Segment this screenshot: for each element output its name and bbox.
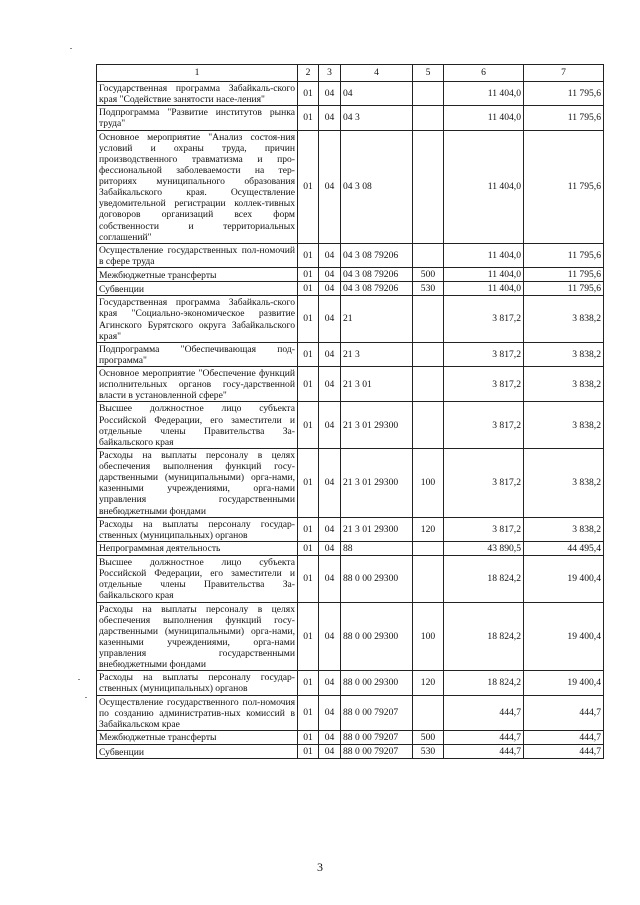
table-row xyxy=(97,517,604,541)
table-row xyxy=(97,730,604,744)
amount-year2-cell: 11 795,6 xyxy=(524,82,604,106)
amount-year1-cell: 3 817,2 xyxy=(444,448,524,517)
amount-year2-cell: 3 838,2 xyxy=(524,517,604,541)
amount-year1-cell: 18 824,2 xyxy=(444,556,524,603)
row-name-cell: Расходы на выплаты персоналу в целях обеспечения выполнения функций госу-дарственными (муниципальными) орга-нами, казенными учреждениями, орга-нами управления государственными внебюджетными фондами xyxy=(97,602,298,671)
amount-year2-cell: 11 795,6 xyxy=(524,243,604,267)
subsection-code-cell: 04 xyxy=(319,448,341,517)
target-article-cell: 04 3 08 xyxy=(341,130,413,243)
expense-type-cell: 530 xyxy=(413,282,444,296)
row-name-cell: Осуществление государственных пол-номочий в сфере труда xyxy=(97,243,298,267)
section-code-cell: 01 xyxy=(298,296,319,343)
amount-year1-cell: 444,7 xyxy=(444,730,524,744)
row-name-cell: Непрограммная деятельность xyxy=(97,541,298,555)
target-article-cell: 88 xyxy=(341,541,413,555)
target-article-cell: 04 3 08 79206 xyxy=(341,268,413,282)
expense-type-cell xyxy=(413,402,444,449)
subsection-code-cell: 04 xyxy=(319,695,341,730)
row-name-cell: Расходы на выплаты персоналу в целях обеспечения выполнения функций госу-дарственными (муниципальными) орга-нами, казенными учреждениями, орга-нами управления государственными внебюджетными фондами xyxy=(97,448,298,517)
amount-year1-cell: 18 824,2 xyxy=(444,602,524,671)
table-row xyxy=(97,541,604,555)
table-row xyxy=(97,745,604,759)
page-number: 3 xyxy=(317,860,323,874)
table-body xyxy=(97,65,604,759)
subsection-code-cell: 04 xyxy=(319,541,341,555)
amount-year2-cell: 3 838,2 xyxy=(524,367,604,402)
scan-speck xyxy=(85,697,87,698)
row-name-cell: Расходы на выплаты персоналу государ-ственных (муниципальных) органов xyxy=(97,517,298,541)
row-name-cell: Субвенции xyxy=(97,745,298,759)
row-name-cell: Межбюджетные трансферты xyxy=(97,730,298,744)
section-code-cell: 01 xyxy=(298,82,319,106)
section-code-cell: 01 xyxy=(298,556,319,603)
row-name-cell: Подпрограмма "Обеспечивающая под-программа" xyxy=(97,342,298,366)
row-name-cell: Основное мероприятие "Обеспечение функций исполнительных органов госу-дарственной власти в установленной сфере" xyxy=(97,367,298,402)
expense-type-cell: 100 xyxy=(413,602,444,671)
row-name-cell: Основное мероприятие "Анализ состоя-ния условий и охраны труда, причин производственного травматизма и про-фессиональной заболеваемости на тер-риториях муниципального образования Забайкальского края. Осуществление уведомительной регистрации коллек-тивных договоров организаций всех форм собственности и территориальных соглашений" xyxy=(97,130,298,243)
row-name-cell: Межбюджетные трансферты xyxy=(97,268,298,282)
table-row xyxy=(97,448,604,517)
section-code-cell: 01 xyxy=(298,243,319,267)
amount-year1-cell: 11 404,0 xyxy=(444,268,524,282)
expense-type-cell: 120 xyxy=(413,671,444,695)
col-header-4: 4 xyxy=(341,65,413,82)
amount-year2-cell: 444,7 xyxy=(524,745,604,759)
table-row xyxy=(97,671,604,695)
table-row xyxy=(97,282,604,296)
section-code-cell: 01 xyxy=(298,402,319,449)
amount-year2-cell: 3 838,2 xyxy=(524,448,604,517)
scan-speck xyxy=(78,679,80,680)
amount-year1-cell: 11 404,0 xyxy=(444,243,524,267)
section-code-cell: 01 xyxy=(298,367,319,402)
expense-type-cell xyxy=(413,367,444,402)
target-article-cell: 88 0 00 79207 xyxy=(341,695,413,730)
table-row xyxy=(97,296,604,343)
table-row xyxy=(97,367,604,402)
table-row xyxy=(97,82,604,106)
subsection-code-cell: 04 xyxy=(319,556,341,603)
target-article-cell: 21 3 01 29300 xyxy=(341,517,413,541)
target-article-cell: 88 0 00 79207 xyxy=(341,745,413,759)
subsection-code-cell: 04 xyxy=(319,402,341,449)
amount-year1-cell: 444,7 xyxy=(444,745,524,759)
expense-type-cell: 500 xyxy=(413,730,444,744)
expense-type-cell xyxy=(413,342,444,366)
amount-year2-cell: 3 838,2 xyxy=(524,296,604,343)
subsection-code-cell: 04 xyxy=(319,82,341,106)
amount-year1-cell: 3 817,2 xyxy=(444,517,524,541)
section-code-cell: 01 xyxy=(298,695,319,730)
amount-year1-cell: 11 404,0 xyxy=(444,106,524,130)
section-code-cell: 01 xyxy=(298,671,319,695)
amount-year2-cell: 19 400,4 xyxy=(524,556,604,603)
amount-year1-cell: 11 404,0 xyxy=(444,82,524,106)
expense-type-cell: 120 xyxy=(413,517,444,541)
amount-year2-cell: 11 795,6 xyxy=(524,282,604,296)
table-row xyxy=(97,268,604,282)
amount-year1-cell: 11 404,0 xyxy=(444,282,524,296)
target-article-cell: 21 3 01 29300 xyxy=(341,402,413,449)
subsection-code-cell: 04 xyxy=(319,282,341,296)
table-row xyxy=(97,556,604,603)
table-row xyxy=(97,130,604,243)
section-code-cell: 01 xyxy=(298,282,319,296)
expense-type-cell: 530 xyxy=(413,745,444,759)
amount-year2-cell: 3 838,2 xyxy=(524,342,604,366)
table-row xyxy=(97,106,604,130)
subsection-code-cell: 04 xyxy=(319,243,341,267)
target-article-cell: 21 3 xyxy=(341,342,413,366)
amount-year1-cell: 3 817,2 xyxy=(444,342,524,366)
target-article-cell: 21 3 01 xyxy=(341,367,413,402)
target-article-cell: 88 0 00 29300 xyxy=(341,602,413,671)
expense-type-cell xyxy=(413,296,444,343)
scan-speck xyxy=(70,48,72,49)
expense-type-cell xyxy=(413,82,444,106)
table-row xyxy=(97,243,604,267)
subsection-code-cell: 04 xyxy=(319,367,341,402)
table-row xyxy=(97,342,604,366)
row-name-cell: Расходы на выплаты персоналу государ-ственных (муниципальных) органов xyxy=(97,671,298,695)
amount-year1-cell: 43 890,5 xyxy=(444,541,524,555)
amount-year2-cell: 11 795,6 xyxy=(524,268,604,282)
amount-year2-cell: 44 495,4 xyxy=(524,541,604,555)
expense-type-cell xyxy=(413,541,444,555)
col-header-3: 3 xyxy=(319,65,341,82)
amount-year1-cell: 18 824,2 xyxy=(444,671,524,695)
target-article-cell: 04 3 08 79206 xyxy=(341,282,413,296)
expense-type-cell xyxy=(413,130,444,243)
expense-type-cell: 500 xyxy=(413,268,444,282)
table-row xyxy=(97,602,604,671)
target-article-cell: 88 0 00 29300 xyxy=(341,556,413,603)
target-article-cell: 04 xyxy=(341,82,413,106)
row-name-cell: Высшее должностное лицо субъекта Российской Федерации, его заместители и отдельные члены Правительства За-байкальского края xyxy=(97,556,298,603)
section-code-cell: 01 xyxy=(298,541,319,555)
subsection-code-cell: 04 xyxy=(319,517,341,541)
section-code-cell: 01 xyxy=(298,730,319,744)
section-code-cell: 01 xyxy=(298,448,319,517)
target-article-cell: 88 0 00 29300 xyxy=(341,671,413,695)
amount-year2-cell: 11 795,6 xyxy=(524,130,604,243)
budget-table xyxy=(96,64,604,759)
amount-year1-cell: 3 817,2 xyxy=(444,367,524,402)
section-code-cell: 01 xyxy=(298,517,319,541)
col-header-7: 7 xyxy=(524,65,604,82)
expense-type-cell xyxy=(413,106,444,130)
subsection-code-cell: 04 xyxy=(319,342,341,366)
subsection-code-cell: 04 xyxy=(319,730,341,744)
amount-year1-cell: 444,7 xyxy=(444,695,524,730)
target-article-cell: 21 xyxy=(341,296,413,343)
target-article-cell: 04 3 xyxy=(341,106,413,130)
table-row xyxy=(97,695,604,730)
expense-type-cell xyxy=(413,243,444,267)
amount-year2-cell: 11 795,6 xyxy=(524,106,604,130)
section-code-cell: 01 xyxy=(298,106,319,130)
expense-type-cell xyxy=(413,695,444,730)
col-header-2: 2 xyxy=(298,65,319,82)
amount-year2-cell: 19 400,4 xyxy=(524,671,604,695)
amount-year1-cell: 3 817,2 xyxy=(444,402,524,449)
subsection-code-cell: 04 xyxy=(319,602,341,671)
amount-year2-cell: 19 400,4 xyxy=(524,602,604,671)
target-article-cell: 21 3 01 29300 xyxy=(341,448,413,517)
col-header-1: 1 xyxy=(97,65,298,82)
amount-year1-cell: 3 817,2 xyxy=(444,296,524,343)
amount-year1-cell: 11 404,0 xyxy=(444,130,524,243)
table-row xyxy=(97,402,604,449)
col-header-6: 6 xyxy=(444,65,524,82)
row-name-cell: Субвенции xyxy=(97,282,298,296)
subsection-code-cell: 04 xyxy=(319,745,341,759)
col-header-5: 5 xyxy=(413,65,444,82)
section-code-cell: 01 xyxy=(298,268,319,282)
row-name-cell: Осуществление государственного пол-номочия по созданию административ-ных комиссий в Забайкальском крае xyxy=(97,695,298,730)
section-code-cell: 01 xyxy=(298,130,319,243)
row-name-cell: Государственная программа Забайкаль-ского края "Содействие занятости насе-ления" xyxy=(97,82,298,106)
subsection-code-cell: 04 xyxy=(319,268,341,282)
subsection-code-cell: 04 xyxy=(319,130,341,243)
row-name-cell: Государственная программа Забайкаль-ского края "Социально-экономическое развитие Агинского Бурятского округа Забайкальского края" xyxy=(97,296,298,343)
target-article-cell: 04 3 08 79206 xyxy=(341,243,413,267)
section-code-cell: 01 xyxy=(298,602,319,671)
row-name-cell: Высшее должностное лицо субъекта Российской Федерации, его заместители и отдельные члены Правительства За-байкальского края xyxy=(97,402,298,449)
row-name-cell: Подпрограмма "Развитие институтов рынка труда" xyxy=(97,106,298,130)
expense-type-cell xyxy=(413,556,444,603)
target-article-cell: 88 0 00 79207 xyxy=(341,730,413,744)
amount-year2-cell: 444,7 xyxy=(524,730,604,744)
header-row xyxy=(97,65,604,82)
subsection-code-cell: 04 xyxy=(319,671,341,695)
expense-type-cell: 100 xyxy=(413,448,444,517)
amount-year2-cell: 3 838,2 xyxy=(524,402,604,449)
amount-year2-cell: 444,7 xyxy=(524,695,604,730)
section-code-cell: 01 xyxy=(298,342,319,366)
section-code-cell: 01 xyxy=(298,745,319,759)
subsection-code-cell: 04 xyxy=(319,106,341,130)
subsection-code-cell: 04 xyxy=(319,296,341,343)
